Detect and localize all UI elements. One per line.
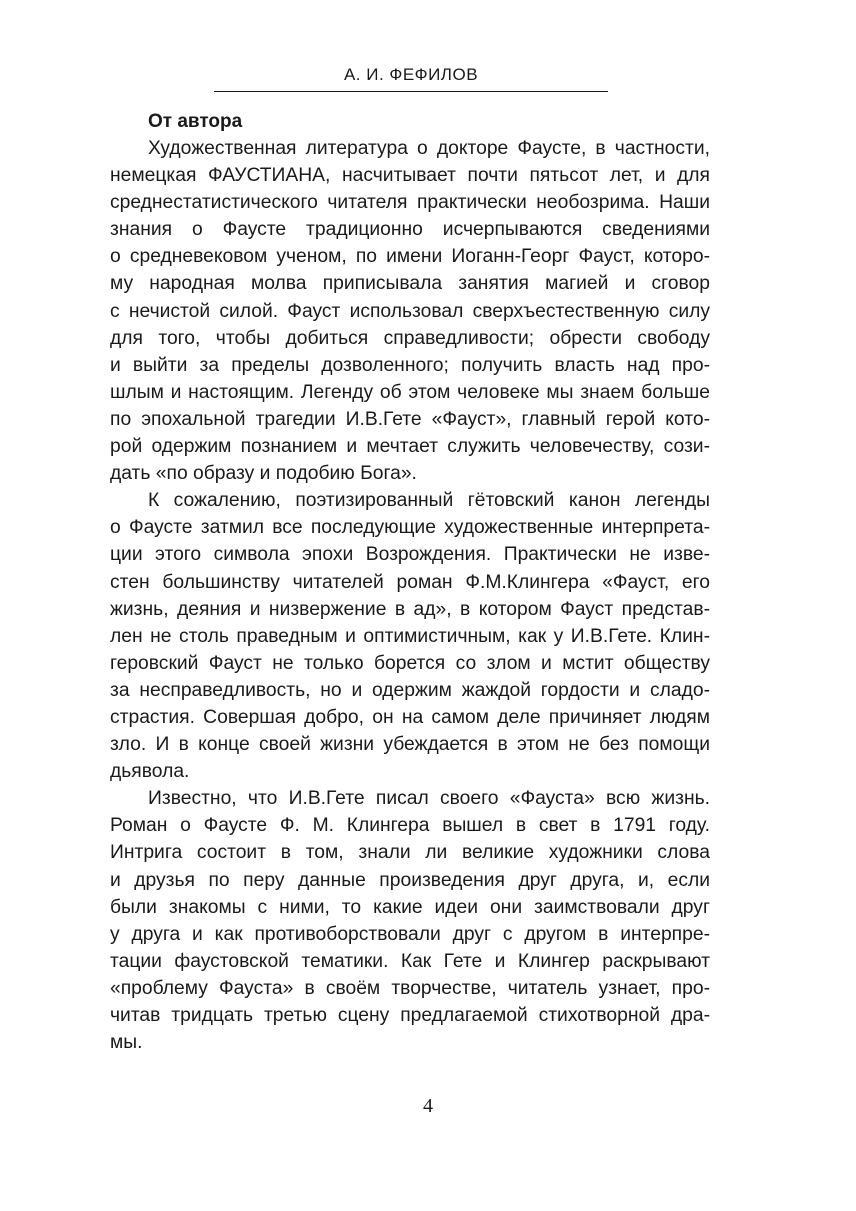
text-line: знания о Фаусте традиционно исчерпываются сведениями [110,219,710,241]
text-line: читав тридцать третью сцену предлагаемой стихотворной дра- [110,1005,710,1026]
text-line: Известно, что И.В.Гете писал своего «Фауста» всю жизнь. [148,788,710,810]
text-line: геровский Фауст не только борется со злом и мстит обществу [110,652,710,674]
text-line: Интрига состоит в том, знали ли великие художники слова [110,842,710,864]
text-line: и друзья по перу данные произведения друг друга, и, если [110,869,710,891]
body-text [110,108,710,1056]
header-rule [214,91,608,92]
text-line: дать «по образу и подобию Бога». [110,463,417,485]
text-line: были знакомы с ними, то какие идеи они заимствовали друг [110,896,710,918]
text-line: за несправедливость, но и одержим жаждой гордости и сладо- [110,679,710,701]
text-line: К сожалению, поэтизированный гётовский канон легенды [148,490,710,512]
text-line: для того, чтобы добиться справедливости; обрести свободу [110,327,710,349]
text-line: о средневековом ученом, по имени Иоганн-Георг Фауст, которо- [110,246,710,268]
paragraph-3 [110,785,710,1056]
text-line: стен большинству читателей роман Ф.М.Клингера «Фауст, его [110,571,710,593]
text-line: мы. [110,1032,143,1054]
page-number: 4 [423,1095,433,1117]
text-line: о Фаусте затмил все последующие художественные интерпрета- [110,517,710,539]
text-line: рой одержим познанием и мечтает служить человечеству, сози- [110,436,710,458]
text-line: жизнь, деяния и низвержение в ад», в котором Фауст представ- [110,598,710,620]
text-line: немецкая ФАУСТИАНА, насчитывает почти пятьсот лет, и для [110,165,710,187]
text-line: лен не столь праведным и оптимистичным, как у И.В.Гете. Клин- [110,625,710,647]
paragraph-1 [110,135,710,487]
text-line: у друга и как противоборствовали друг с другом в интерпре- [110,923,710,945]
section-heading: От автора [148,111,243,132]
text-line: страстия. Совершая добро, он на самом деле причиняет людям [110,706,710,728]
text-line: зло. И в конце своей жизни убеждается в этом не без помощи [110,734,710,756]
paragraph-2 [110,487,710,785]
text-line: му народная молва приписывала занятия магией и сговор [110,273,710,295]
text-line: Роман о Фаусте Ф. М. Клингера вышел в свет в 1791 году. [110,815,710,837]
text-line: дьявола. [110,761,190,783]
text-line: «проблему Фауста» в своём творчестве, читатель узнает, про- [110,977,710,999]
text-line: Художественная литература о докторе Фаусте, в частности, [148,138,710,159]
running-head-title: А. И. ФЕФИЛОВ [343,65,479,84]
text-line: и выйти за пределы дозволенного; получить власть над про- [110,354,710,376]
text-line: ции этого символа эпохи Возрождения. Практически не изве- [110,544,710,566]
text-line: по эпохальной трагедии И.В.Гете «Фауст», главный герой кото- [110,408,710,430]
text-line: среднестатистического читателя практически необозрима. Наши [110,192,710,214]
text-line: шлым и настоящим. Легенду об этом человеке мы знаем больше [110,381,710,403]
text-line: с нечистой силой. Фауст использовал сверхъестественную силу [110,300,710,322]
text-line: тации фаустовской тематики. Как Гете и Клингер раскрывают [110,950,710,972]
